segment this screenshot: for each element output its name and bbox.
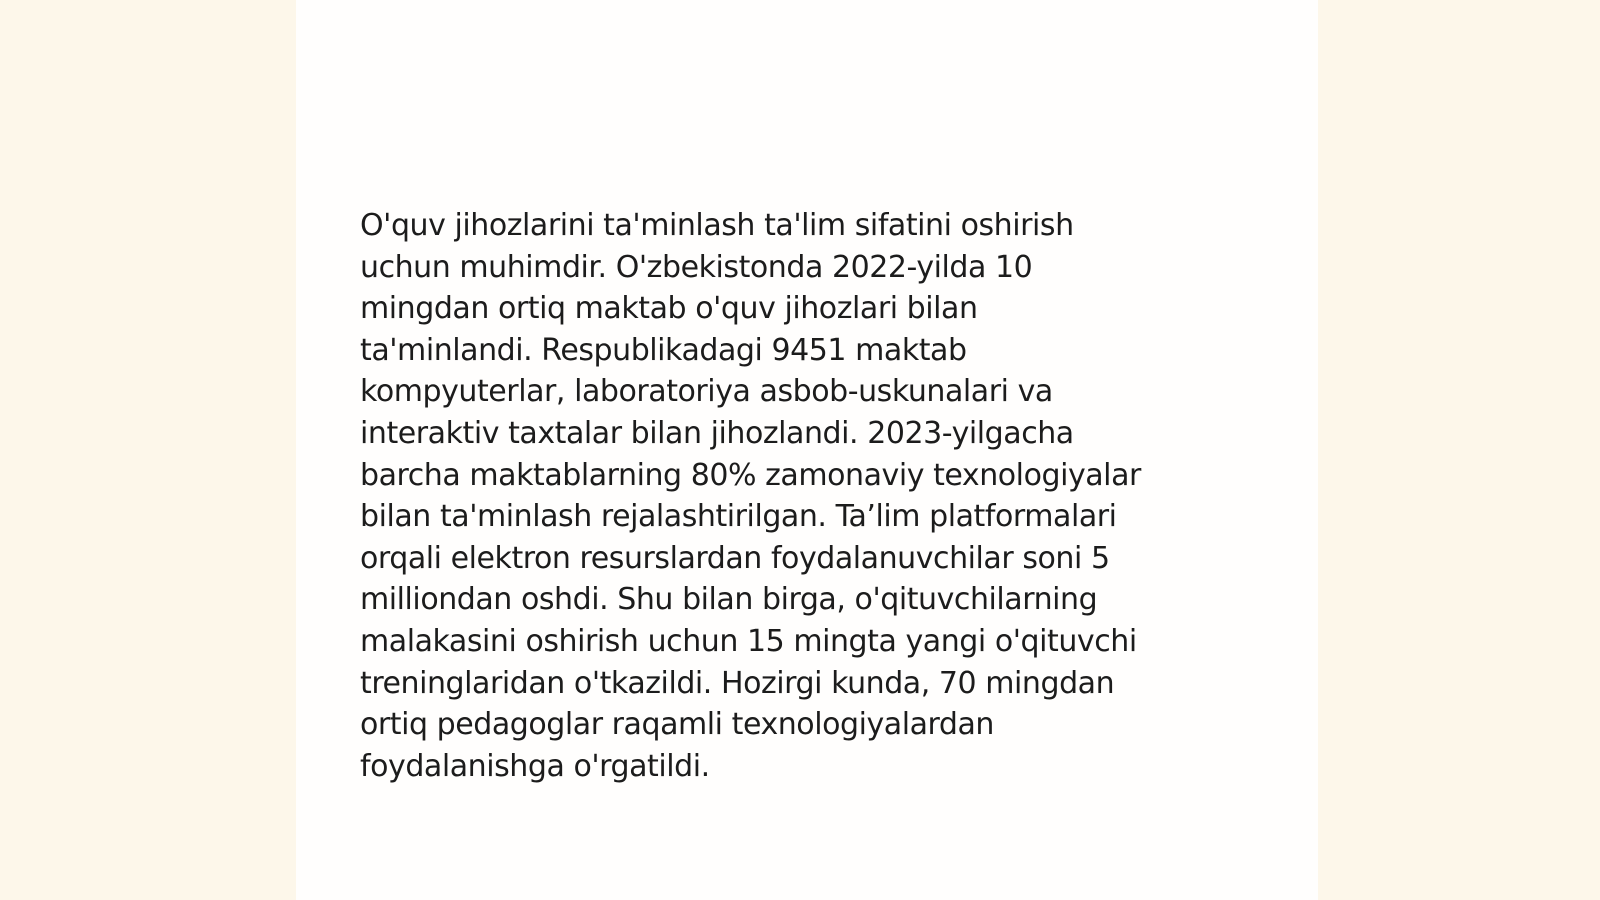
document-page bbox=[296, 0, 1318, 900]
body-paragraph: O'quv jihozlarini ta'minlash ta'lim sifatini oshirish uchun muhimdir. O'zbekistonda 2022-yilda 10 mingdan ortiq maktab o'quv jihozlari bilan ta'minlandi. Respublikadagi 9451 maktab kompyuterlar, laboratoriya asbob-uskunalari va interaktiv taxtalar bilan jihozlandi. 2023-yilgacha barcha maktablarning 80% zamonaviy texnologiyalar bilan ta'minlash rejalashtirilgan. Ta’lim platformalari orqali elektron resurslardan foydalanuvchilar soni 5 milliondan oshdi. Shu bilan birga, o'qituvchilarning malakasini oshirish uchun 15 mingta yangi o'qituvchi treninglaridan o'tkazildi. Hozirgi kunda, 70 mingdan ortiq pedagoglar raqamli texnologiyalardan foydalanishga o'rgatildi. bbox=[360, 208, 1141, 784]
